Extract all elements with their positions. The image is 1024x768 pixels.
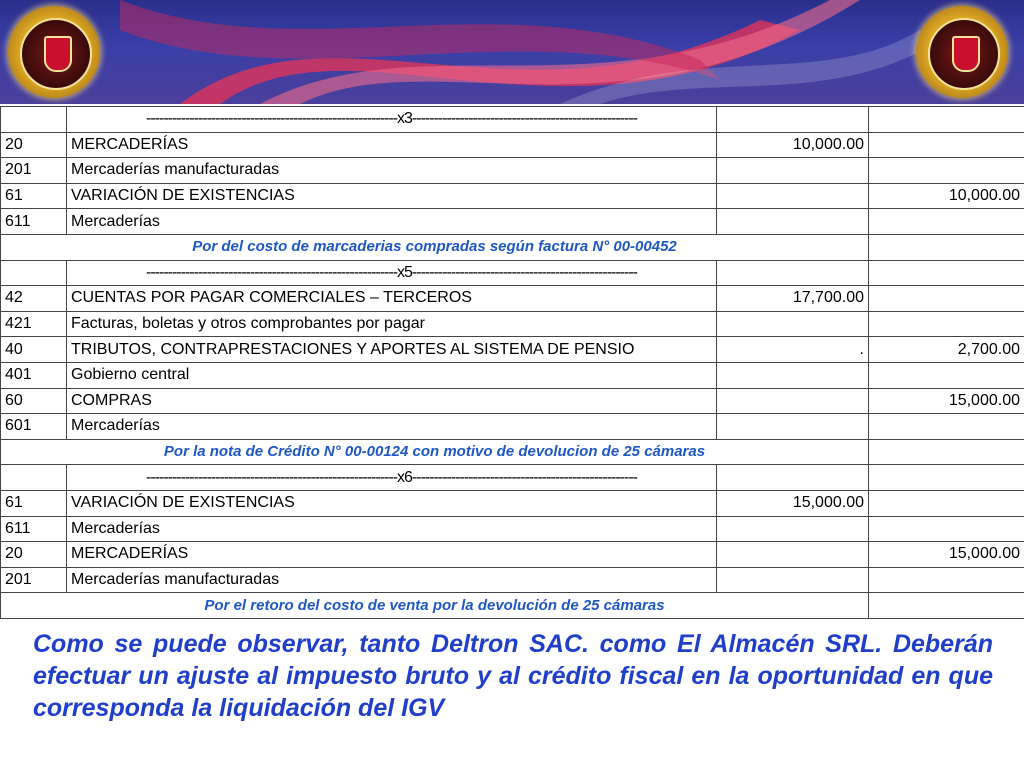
debit-amount: 15,000.00 — [717, 490, 869, 516]
entry-gloss: Por la nota de Crédito N° 00-00124 con motivo de devolucion de 25 cámaras — [1, 439, 869, 465]
entry-gloss-row — [1, 234, 1024, 260]
debit-amount — [717, 158, 869, 184]
account-code: 201 — [1, 567, 67, 593]
account-name: COMPRAS — [67, 388, 717, 414]
entry-gloss-row — [1, 439, 1024, 465]
credit-amount: 15,000.00 — [869, 388, 1024, 414]
table-row — [1, 158, 1024, 184]
table-row — [1, 311, 1024, 337]
account-code: 201 — [1, 158, 67, 184]
entry-gloss: Por del costo de marcaderias compradas según factura N° 00-00452 — [1, 234, 869, 260]
account-name: Mercaderías — [67, 209, 717, 235]
account-name: MERCADERÍAS — [67, 542, 717, 568]
banner-ribbons — [0, 0, 1024, 104]
table-row — [1, 542, 1024, 568]
account-name: MERCADERÍAS — [67, 132, 717, 158]
credit-amount — [869, 132, 1024, 158]
credit-cell — [869, 234, 1024, 260]
credit-cell — [869, 593, 1024, 619]
credit-amount — [869, 311, 1024, 337]
debit-amount: 10,000.00 — [717, 132, 869, 158]
account-code: 421 — [1, 311, 67, 337]
table-row — [1, 132, 1024, 158]
entry-separator: ----------------------------------------------------------x5---------------------------------------------------- — [67, 260, 717, 286]
debit-cell — [717, 465, 869, 491]
credit-amount — [869, 567, 1024, 593]
account-code: 42 — [1, 286, 67, 312]
entry-separator: ----------------------------------------------------------x3---------------------------------------------------- — [67, 107, 717, 133]
table-row — [1, 183, 1024, 209]
entry-gloss: Por el retoro del costo de venta por la devolución de 25 cámaras — [1, 593, 869, 619]
credit-amount — [869, 286, 1024, 312]
university-seal-icon — [916, 6, 1008, 98]
credit-amount — [869, 158, 1024, 184]
account-code: 40 — [1, 337, 67, 363]
table-row — [1, 414, 1024, 440]
university-seal-icon — [8, 6, 100, 98]
entry-separator: ----------------------------------------------------------x6---------------------------------------------------- — [67, 465, 717, 491]
credit-amount — [869, 209, 1024, 235]
code-cell — [1, 260, 67, 286]
account-name: Mercaderías — [67, 414, 717, 440]
shield-icon — [952, 36, 980, 72]
conclusion-text: Como se puede observar, tanto Deltron SAC. como El Almacén SRL. Deberán efectuar un ajuste al impuesto bruto y al crédito fiscal en la oportunidad en que corresponda la liquidación del IGV — [33, 630, 993, 722]
account-code: 60 — [1, 388, 67, 414]
credit-amount — [869, 362, 1024, 388]
credit-cell — [869, 260, 1024, 286]
credit-amount — [869, 490, 1024, 516]
debit-amount: 17,700.00 — [717, 286, 869, 312]
account-name: Mercaderías manufacturadas — [67, 567, 717, 593]
entry-separator-row — [1, 465, 1024, 491]
table-row — [1, 490, 1024, 516]
seal-center — [20, 18, 92, 90]
account-name: Facturas, boletas y otros comprobantes por pagar — [67, 311, 717, 337]
entry-separator-row — [1, 260, 1024, 286]
table-row — [1, 362, 1024, 388]
entry-separator-row — [1, 107, 1024, 133]
code-cell — [1, 465, 67, 491]
table-row — [1, 567, 1024, 593]
table-row — [1, 337, 1024, 363]
account-code: 401 — [1, 362, 67, 388]
account-code: 20 — [1, 542, 67, 568]
seal-center — [928, 18, 1000, 90]
journal-entries-table — [0, 106, 1024, 619]
shield-icon — [44, 36, 72, 72]
credit-amount: 2,700.00 — [869, 337, 1024, 363]
credit-cell — [869, 107, 1024, 133]
debit-amount — [717, 516, 869, 542]
credit-cell — [869, 465, 1024, 491]
account-code: 611 — [1, 516, 67, 542]
account-name: Mercaderías manufacturadas — [67, 158, 717, 184]
account-name: TRIBUTOS, CONTRAPRESTACIONES Y APORTES AL SISTEMA DE PENSIO — [67, 337, 717, 363]
debit-cell — [717, 260, 869, 286]
table-row — [1, 388, 1024, 414]
debit-amount: . — [717, 337, 869, 363]
header-banner — [0, 0, 1024, 104]
table-row — [1, 209, 1024, 235]
debit-amount — [717, 542, 869, 568]
credit-amount: 10,000.00 — [869, 183, 1024, 209]
account-name: VARIACIÓN DE EXISTENCIAS — [67, 490, 717, 516]
debit-amount — [717, 209, 869, 235]
credit-cell — [869, 439, 1024, 465]
table-row — [1, 516, 1024, 542]
debit-amount — [717, 183, 869, 209]
account-code: 601 — [1, 414, 67, 440]
account-name: Mercaderías — [67, 516, 717, 542]
debit-amount — [717, 567, 869, 593]
account-code: 20 — [1, 132, 67, 158]
credit-amount: 15,000.00 — [869, 542, 1024, 568]
debit-amount — [717, 388, 869, 414]
account-name: VARIACIÓN DE EXISTENCIAS — [67, 183, 717, 209]
account-code: 61 — [1, 490, 67, 516]
debit-amount — [717, 311, 869, 337]
code-cell — [1, 107, 67, 133]
account-name: Gobierno central — [67, 362, 717, 388]
account-name: CUENTAS POR PAGAR COMERCIALES – TERCEROS — [67, 286, 717, 312]
credit-amount — [869, 516, 1024, 542]
account-code: 611 — [1, 209, 67, 235]
credit-amount — [869, 414, 1024, 440]
entry-gloss-row — [1, 593, 1024, 619]
account-code: 61 — [1, 183, 67, 209]
debit-amount — [717, 414, 869, 440]
table-row — [1, 286, 1024, 312]
debit-amount — [717, 362, 869, 388]
debit-cell — [717, 107, 869, 133]
